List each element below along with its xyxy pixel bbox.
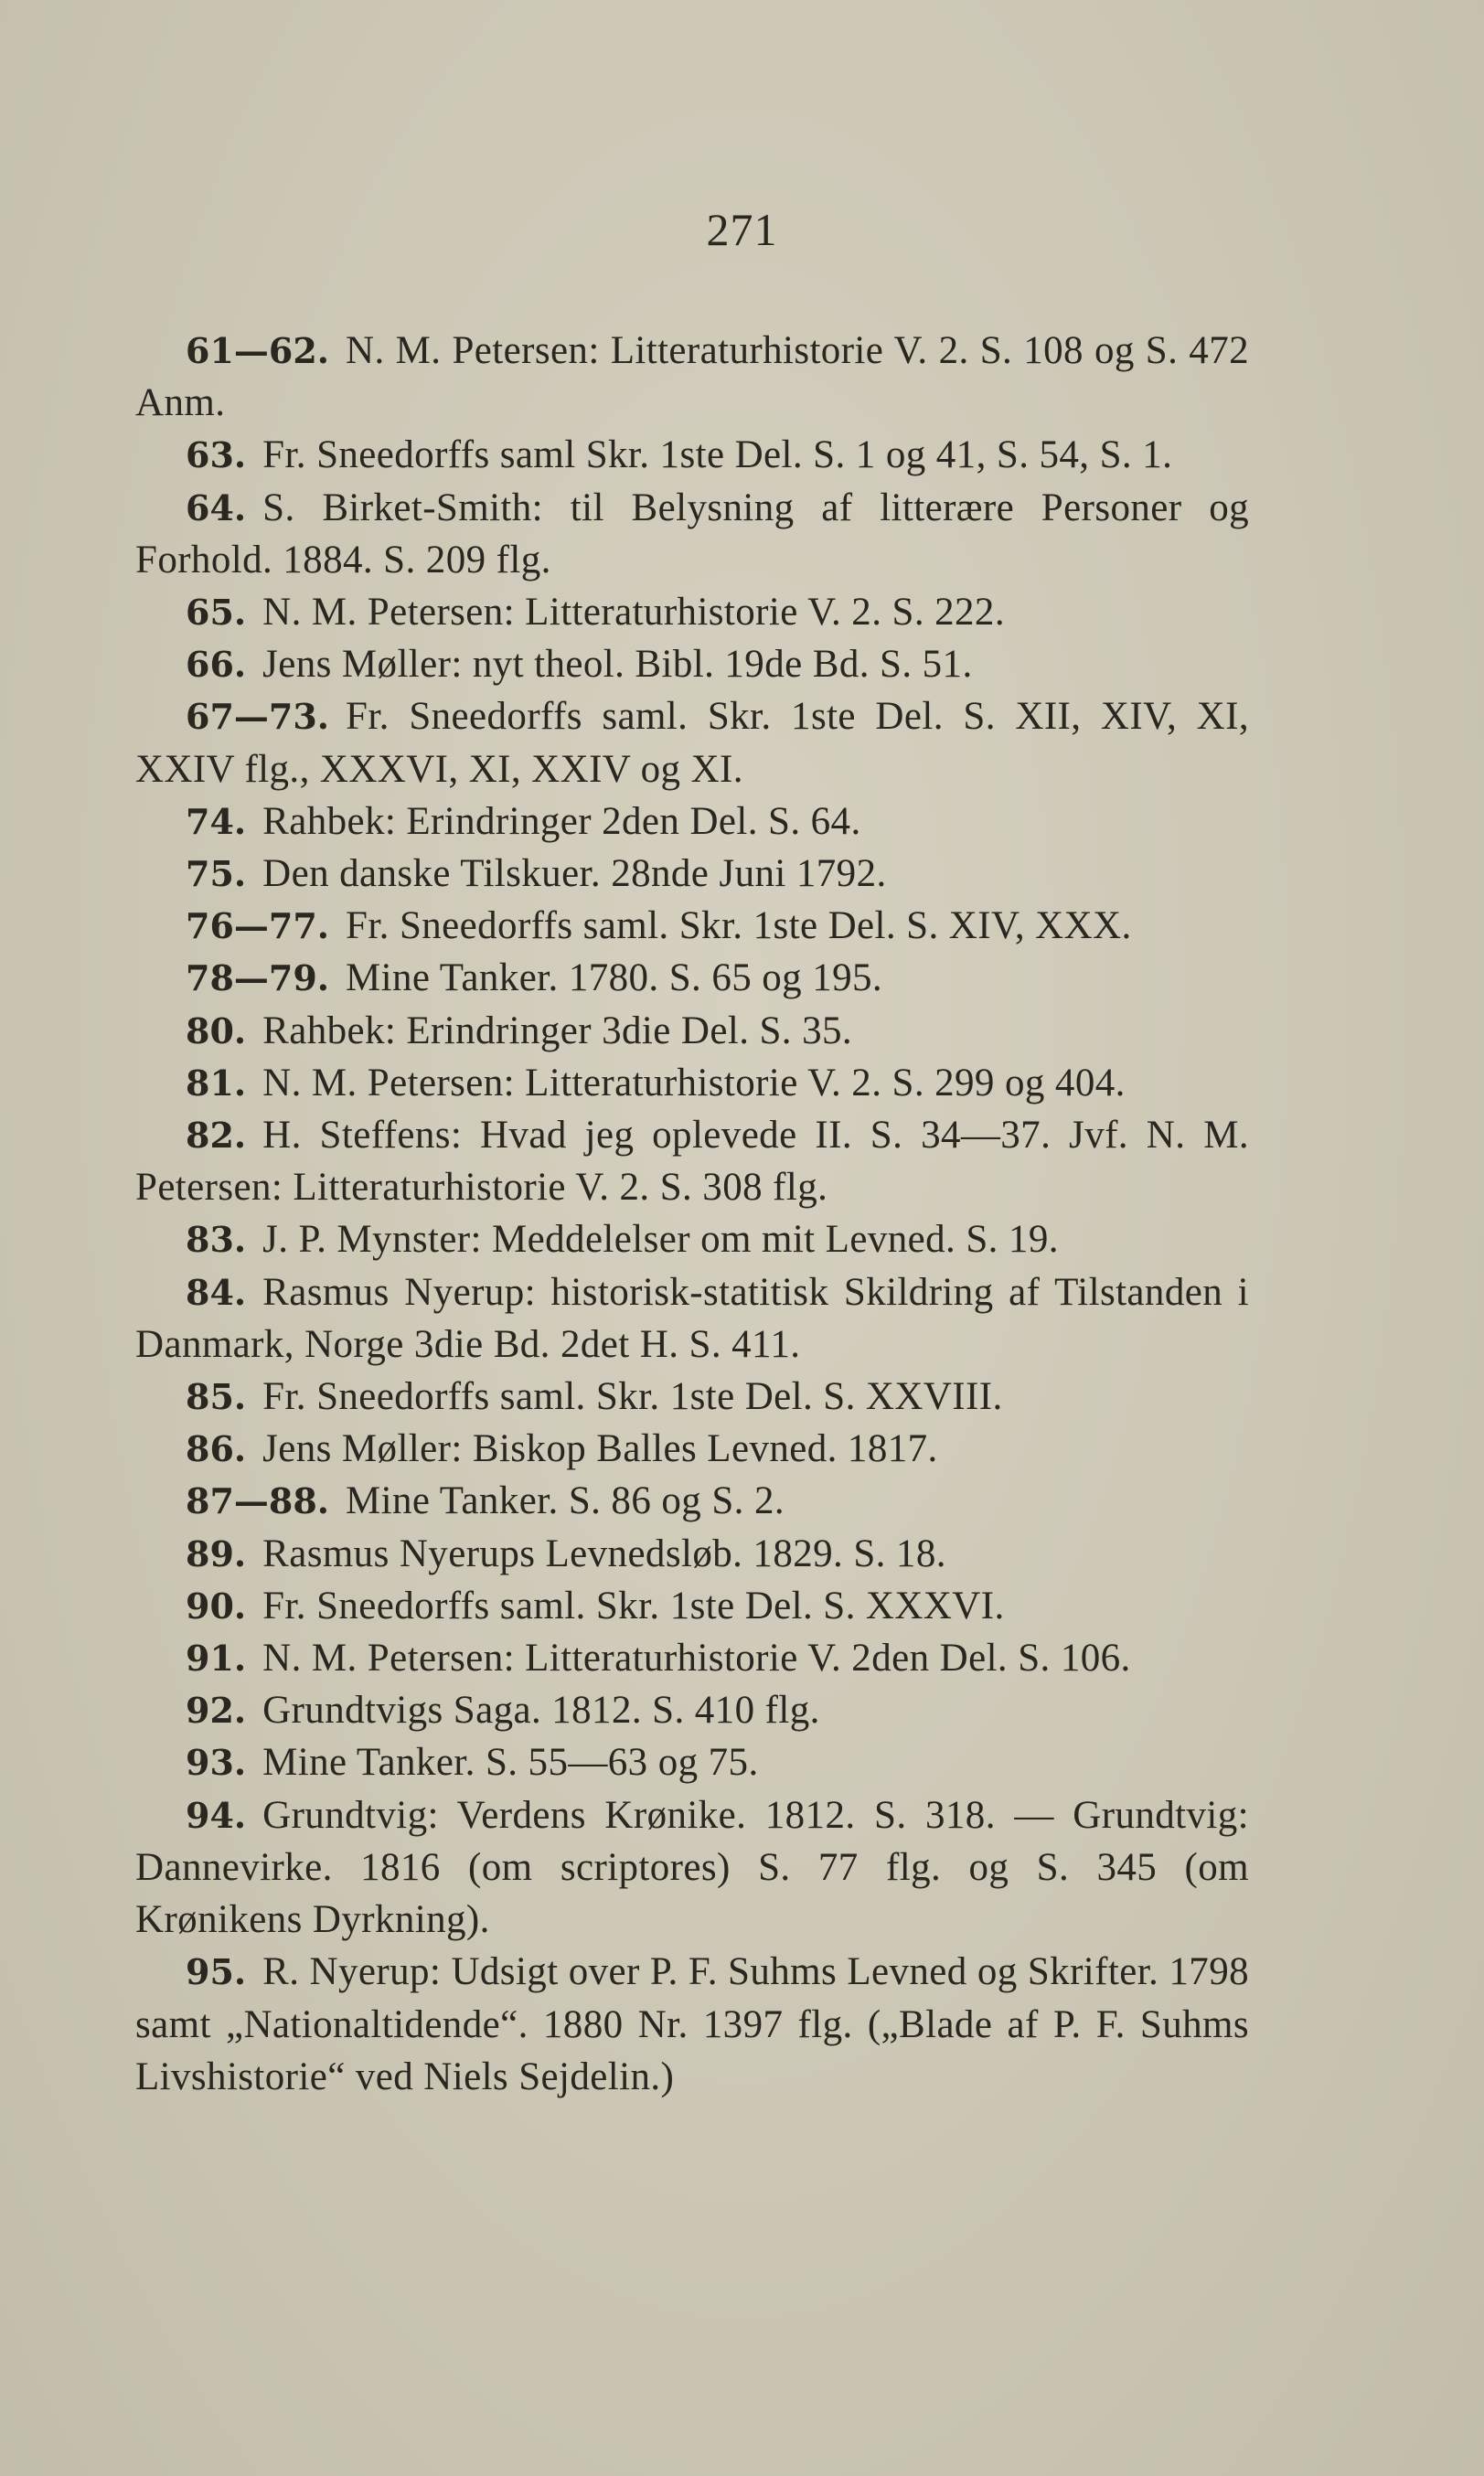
endnote-number: 87—88. <box>186 1480 329 1522</box>
endnote <box>135 795 1249 848</box>
endnote <box>135 1005 1249 1057</box>
endnote-number: 64. <box>186 486 247 528</box>
endnote-text: Grundtvig: Verdens Krønike. 1812. S. 318. — Grundtvig: Dannevirke. 1816 (om scriptores) S. 77 flg. og S. 345 (om Krønikens Dyrkning). <box>135 1793 1249 1942</box>
endnote-text: N. M. Petersen: Litteraturhistorie V. 2. S. 222. <box>262 591 1005 635</box>
endnote-number: 93. <box>186 1742 247 1784</box>
endnote-text: J. P. Mynster: Meddelelser om mit Levned. S. 19. <box>262 1218 1059 1262</box>
endnote-text: Grundtvigs Saga. 1812. S. 410 flg. <box>262 1689 820 1733</box>
endnote-number: 65. <box>186 592 247 634</box>
endnote-text: Fr. Sneedorffs saml. Skr. 1ste Del. S. XXVIII. <box>262 1375 1003 1419</box>
endnote-number: 75. <box>186 853 247 895</box>
endnote <box>135 1580 1249 1632</box>
endnote-number: 94. <box>186 1794 247 1836</box>
endnote-number: 91. <box>186 1638 247 1680</box>
endnote <box>135 325 1249 429</box>
endnote-number: 80. <box>186 1009 247 1051</box>
endnote <box>135 1371 1249 1423</box>
endnote-number: 85. <box>186 1376 247 1418</box>
endnote-text: Jens Møller: nyt theol. Bibl. 19de Bd. S. 51. <box>262 643 973 687</box>
endnote-number: 76—77. <box>186 905 329 947</box>
endnote <box>135 1736 1249 1788</box>
endnote-text: Fr. Sneedorffs saml. Skr. 1ste Del. S. XII, XIV, XI, XXIV flg., XXXVI, XI, XXIV og XI. <box>135 695 1249 791</box>
endnote <box>135 900 1249 952</box>
endnote-number: 83. <box>186 1219 247 1261</box>
endnote-number: 63. <box>186 434 247 476</box>
endnote-number: 84. <box>186 1271 247 1313</box>
endnote-text: N. M. Petersen: Litteraturhistorie V. 2den Del. S. 106. <box>262 1637 1131 1681</box>
endnote-text: Rasmus Nyerup: historisk-statitisk Skildring af Tilstanden i Danmark, Norge 3die Bd. 2det H. S. 411. <box>135 1270 1249 1366</box>
endnote-number: 90. <box>186 1585 247 1627</box>
endnote-number: 92. <box>186 1690 247 1732</box>
endnote-number: 61—62. <box>186 330 329 371</box>
endnote-text: Rahbek: Erindringer 3die Del. S. 35. <box>262 1009 853 1052</box>
endnote-text: S. Birket-Smith: til Belysning af litterære Personer og Forhold. 1884. S. 209 flg. <box>135 486 1249 582</box>
endnotes-list <box>135 325 1249 2103</box>
endnote-number: 89. <box>186 1532 247 1574</box>
endnote-text: N. M. Petersen: Litteraturhistorie V. 2. S. 299 og 404. <box>262 1061 1126 1105</box>
endnote-text: Den danske Tilskuer. 28nde Juni 1792. <box>262 852 887 896</box>
page-number: 271 <box>706 204 778 255</box>
endnote-number: 86. <box>186 1428 247 1470</box>
endnote-text: Fr. Sneedorffs saml. Skr. 1ste Del. S. XIV, XXX. <box>346 904 1132 948</box>
endnote-text: Rasmus Nyerups Levnedsløb. 1829. S. 18. <box>262 1531 946 1575</box>
endnote <box>135 1946 1249 2103</box>
endnote-number: 82. <box>186 1115 247 1157</box>
endnote <box>135 638 1249 690</box>
endnote-text: N. M. Petersen: Litteraturhistorie V. 2. S. 108 og S. 472 Anm. <box>135 329 1249 425</box>
endnote-text: Fr. Sneedorffs saml Skr. 1ste Del. S. 1 og 41, S. 54, S. 1. <box>262 433 1173 477</box>
endnote-number: 78—79. <box>186 957 329 999</box>
endnote-number: 74. <box>186 800 247 842</box>
endnote-text: Fr. Sneedorffs saml. Skr. 1ste Del. S. XXXVI. <box>262 1584 1005 1628</box>
endnote-text: Mine Tanker. 1780. S. 65 og 195. <box>346 956 883 1000</box>
endnote <box>135 482 1249 586</box>
endnote <box>135 1057 1249 1109</box>
endnote <box>135 1266 1249 1371</box>
endnote-text: Rahbek: Erindringer 2den Del. S. 64. <box>262 799 861 843</box>
endnote <box>135 1789 1249 1947</box>
endnote-number: 95. <box>186 1951 247 1993</box>
endnote-text: Mine Tanker. S. 55—63 og 75. <box>262 1741 759 1785</box>
endnote <box>135 848 1249 900</box>
endnote-text: Jens Møller: Biskop Balles Levned. 1817. <box>262 1427 938 1471</box>
endnote <box>135 1423 1249 1475</box>
endnote <box>135 690 1249 795</box>
endnote <box>135 1684 1249 1736</box>
endnote <box>135 1632 1249 1684</box>
endnote <box>135 1109 1249 1213</box>
endnote <box>135 1528 1249 1580</box>
endnote <box>135 586 1249 638</box>
endnote-text: R. Nyerup: Udsigt over P. F. Suhms Levned og Skrifter. 1798 samt „Nationaltidende“. 1880 Nr. 1397 flg. („Blade af P. F. Suhms Livshistorie“ ved Niels Sejdelin.) <box>135 1950 1249 2098</box>
endnote-number: 81. <box>186 1062 247 1104</box>
endnote <box>135 429 1249 481</box>
endnote-number: 67—73. <box>186 696 329 738</box>
endnote-number: 66. <box>186 644 247 686</box>
endnote <box>135 1475 1249 1527</box>
endnote <box>135 1213 1249 1265</box>
endnote-text: Mine Tanker. S. 86 og S. 2. <box>346 1479 785 1523</box>
endnote-text: H. Steffens: Hvad jeg oplevede II. S. 34—37. Jvf. N. M. Petersen: Litteraturhistorie V. 2. S. 308 flg. <box>135 1114 1249 1210</box>
endnote <box>135 952 1249 1004</box>
